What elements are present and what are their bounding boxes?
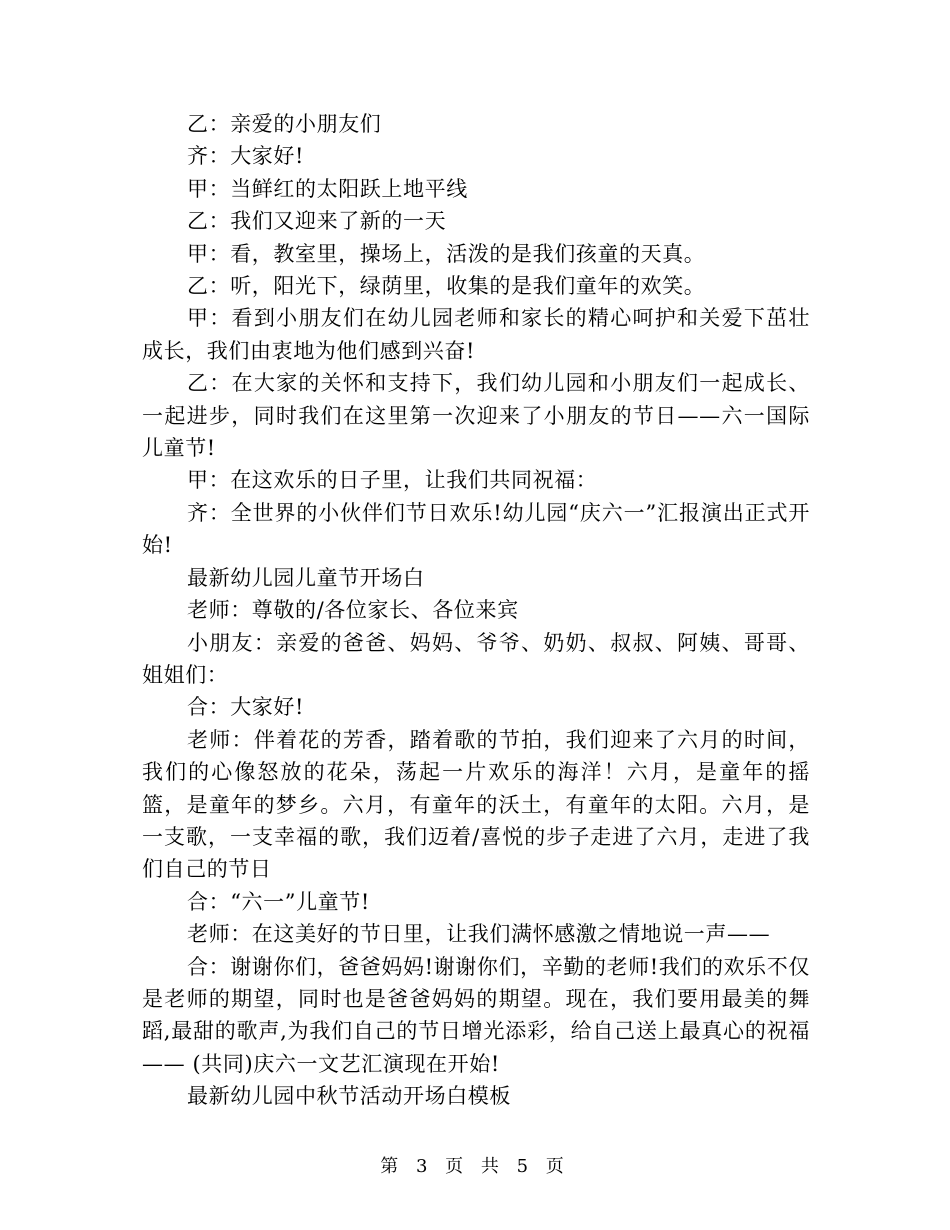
paragraph: 甲：当鲜红的太阳跃上地平线 bbox=[187, 176, 468, 201]
paragraph: 老师：伴着花的芳香，踏着歌的节拍，我们迎来了六月的时间，我们的心像怒放的花朵，荡起一片欢乐的海洋！六月，是童年的摇篮，是童年的梦乡。六月，有童年的沃土，有童年的太阳。六月，是一支歌，一支幸福的歌，我们迈着/喜悦的步子走进了六月，走进了我们自己的节日 bbox=[142, 727, 810, 882]
section-heading: 最新幼儿园儿童节开场白 bbox=[187, 565, 425, 590]
paragraph: 合：大家好! bbox=[187, 695, 305, 720]
paragraph: 齐：大家好! bbox=[187, 144, 305, 169]
paragraph: 乙：亲爱的小朋友们 bbox=[187, 112, 382, 136]
paragraph: 小朋友：亲爱的爸爸、妈妈、爷爷、奶奶、叔叔、阿姨、哥哥、姐姐们： bbox=[142, 630, 810, 687]
paragraph: 乙：听，阳光下，绿荫里，收集的是我们童年的欢笑。 bbox=[187, 274, 706, 299]
section-heading: 最新幼儿园中秋节活动开场白模板 bbox=[187, 1084, 511, 1109]
paragraph: 齐：全世界的小伙伴们节日欢乐!幼儿园“庆六一”汇报演出正式开始! bbox=[142, 500, 810, 558]
page-number-footer: 第 3 页 共 5 页 bbox=[380, 1156, 570, 1177]
paragraph: 乙：我们又迎来了新的一天 bbox=[187, 209, 447, 234]
paragraph: 老师：在这美好的节日里，让我们满怀感激之情地说一声—— bbox=[187, 922, 771, 947]
paragraph: 甲：看，教室里，操场上，活泼的是我们孩童的天真。 bbox=[187, 241, 706, 266]
paragraph: 合：“六一”儿童节! bbox=[187, 889, 370, 914]
paragraph: 甲：看到小朋友们在幼儿园老师和家长的精心呵护和关爱下茁壮成长，我们由衷地为他们感到兴奋! bbox=[142, 306, 810, 363]
paragraph: 合：谢谢你们，爸爸妈妈!谢谢你们，辛勤的老师!我们的欢乐不仅是老师的期望，同时也是爸爸妈妈的期望。现在，我们要用最美的舞蹈,最甜的歌声,为我们自己的节日增光添彩，给自己送上最真心的祝福—— (共同)庆六一文艺汇演现在开始! bbox=[142, 954, 810, 1076]
paragraph: 乙：在大家的关怀和支持下，我们幼儿园和小朋友们一起成长、一起进步，同时我们在这里第一次迎来了小朋友的节日——六一国际儿童节! bbox=[142, 371, 810, 461]
paragraph: 甲：在这欢乐的日子里，让我们共同祝福： bbox=[187, 468, 598, 493]
paragraph: 老师：尊敬的/各位家长、各位来宾 bbox=[187, 598, 519, 623]
document-page bbox=[142, 108, 810, 1113]
